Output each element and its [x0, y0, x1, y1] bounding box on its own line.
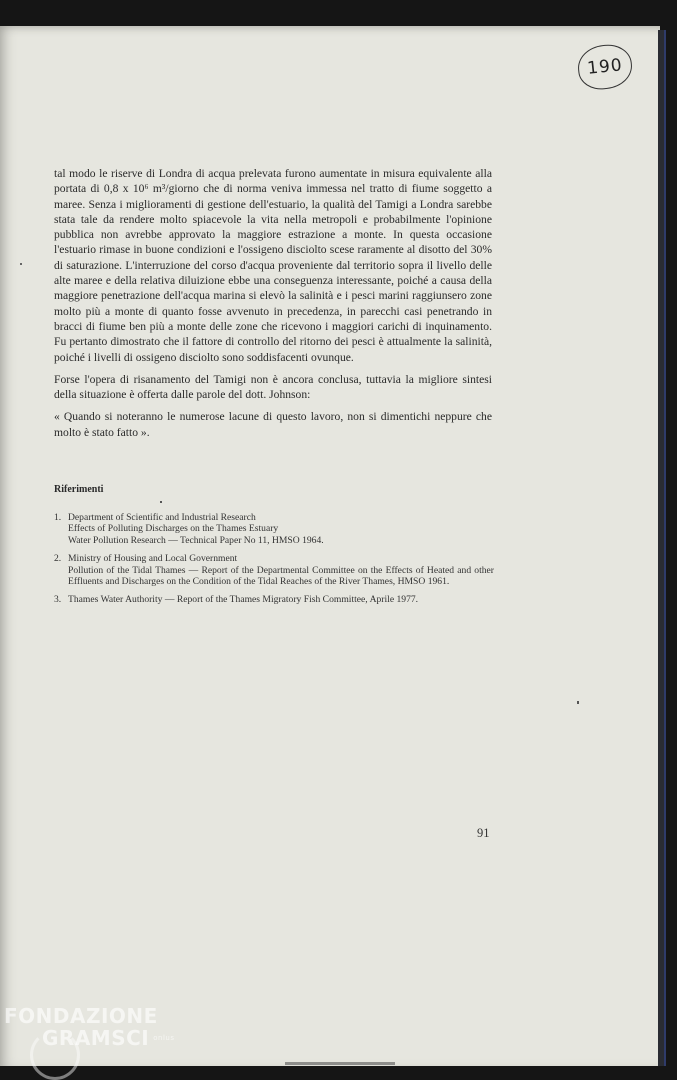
- reference-text: [68, 553, 494, 587]
- paragraph-1: tal modo le riserve di Londra di acqua prelevata furono aumentate in misura equivalente alla portata di 0,8 x 10⁶ m³/giorno che di norma veniva immessa nel tratto di fiume soggetto a maree. Senza i miglioramenti di gestione dell'estuario, la qualità del Tamigi a Londra sarebbe stata tale da rendere molto spiacevole la vita nella metropoli e probabilmente l'opinione pubblica non avrebbe approvato la maggiore estrazione a monte. In questa occasione l'estuario rimase in buone condizioni e l'ossigeno disciolto scese raramente al disotto del 30% di saturazione. L'interruzione del corso d'acqua proveniente dal territorio sopra il livello delle alte maree e della relativa diluizione ebbe una conseguenza interessante, poiché a causa della maggiore penetrazione dell'acqua marina si elevò la salinità e i pesci marini raggiunsero zone molto più a monte di quanto fosse avvenuto in precedenza, in parecchi casi penetrando in bracci di fiume ben più a monte delle zone che ricevono i maggiori carichi di inquinamento. Fu pertanto dimostrato che il fattore di controllo del ritorno dei pesci è attualmente la salinità, poiché i livelli di ossigeno disciolto sono soddisfacenti ovunque.: [54, 167, 492, 364]
- page-number: 91: [477, 826, 490, 840]
- handwritten-page-number: 190: [576, 42, 634, 91]
- references-heading: Riferimenti: [54, 484, 104, 495]
- ink-speck: [577, 701, 579, 704]
- reference-number: 3.: [54, 594, 62, 606]
- reference-line: Department of Scientific and Industrial Research: [68, 512, 256, 523]
- reference-number: 2.: [54, 553, 62, 565]
- ink-speck: [160, 501, 162, 503]
- watermark: [4, 1005, 174, 1049]
- reference-line: Effects of Polluting Discharges on the Thames Estuary: [68, 523, 279, 535]
- watermark-suffix: onlus: [153, 1034, 175, 1042]
- body-text: [54, 166, 492, 447]
- paragraph-2: Forse l'opera di risanamento del Tamigi non è ancora conclusa, tuttavia la migliore sintesi della situazione è offerta dalle parole del dott. Johnson:: [54, 372, 492, 402]
- watermark-line1: FONDAZIONE: [4, 1004, 158, 1028]
- reference-number: 1.: [54, 512, 62, 523]
- paragraph-3-quote: « Quando si noteranno le numerose lacune di questo lavoro, non si dimentichi neppure che molto è stato fatto ».: [54, 410, 492, 439]
- watermark-name: GRAMSCI: [42, 1026, 150, 1050]
- reference-line: Thames Water Authority — Report of the Thames Migratory Fish Committee, Aprile 1977.: [68, 594, 419, 606]
- reference-line: Ministry of Housing and Local Government: [68, 553, 238, 565]
- reference-line: Water Pollution Research — Technical Paper No 11, HMSO 1964.: [68, 534, 324, 546]
- reference-text: [68, 594, 494, 605]
- reference-item: [54, 512, 494, 546]
- binding-edge: [664, 30, 666, 1066]
- reference-text: [68, 512, 494, 546]
- scan-mark: [285, 1062, 395, 1065]
- watermark-line2: [42, 1027, 174, 1049]
- references-list: [54, 512, 494, 613]
- reference-item: [54, 553, 494, 587]
- reference-line: Pollution of the Tidal Thames — Report of the Departmental Committee on the Effects of Heated and other Effluents and Discharges on the Condition of the Tidal Reaches of the River Thames, HMSO 1961.: [68, 564, 494, 588]
- reference-item: [54, 594, 494, 605]
- ink-speck: [20, 263, 22, 265]
